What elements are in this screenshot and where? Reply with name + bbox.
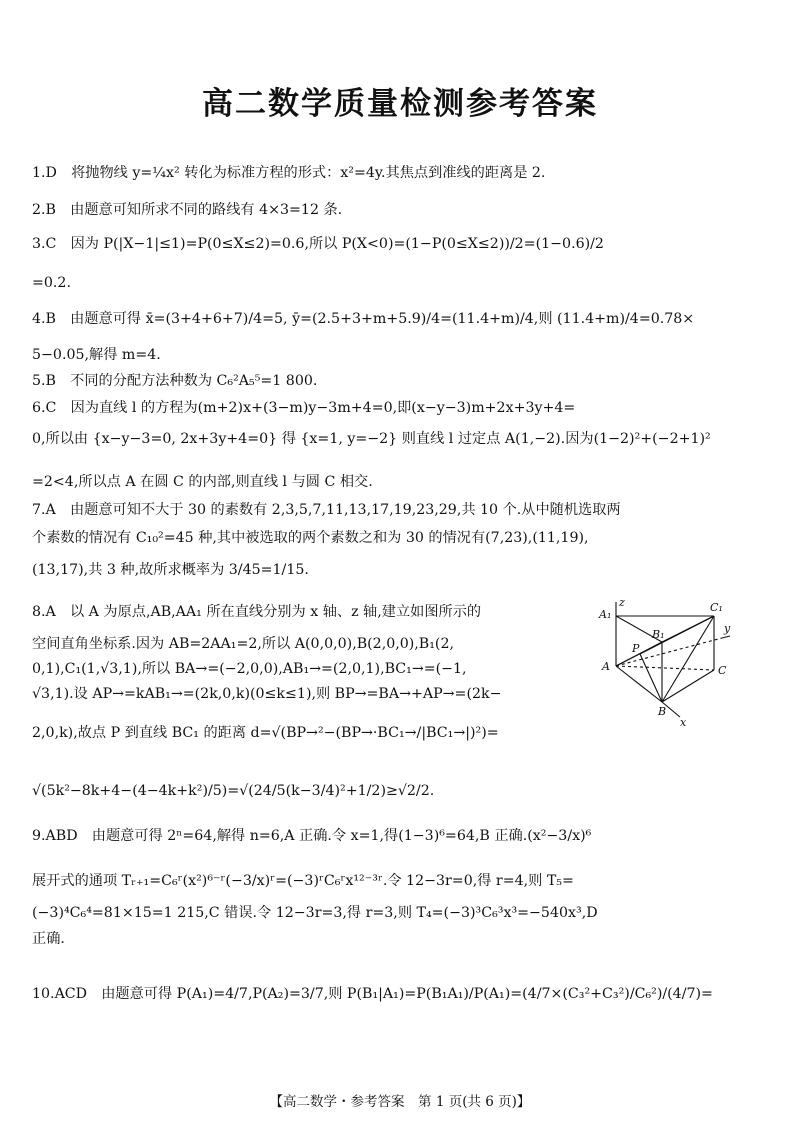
answer-line: 0,1),C₁(1,√3,1),所以 BA→=(−2,0,0),AB₁→=(2,0,1),BC₁→=(−1, — [32, 661, 467, 677]
label-A: A — [602, 660, 610, 673]
answer-line: 2.B 由题意可知所求不同的路线有 4×3=12 条. — [32, 202, 343, 218]
label-P: P — [632, 642, 640, 655]
answer-line: (−3)⁴C₆⁴=81×15=1 215,C 错误.令 12−3r=3,得 r=3,则 T₄=(−3)³C₆³x³=−540x³,D — [32, 905, 598, 921]
answer-line: 展开式的通项 Tᵣ₊₁=C₆ʳ(x²)⁶⁻ʳ(−3/x)ʳ=(−3)ʳC₆ʳx¹²⁻³ʳ.令 12−3r=0,得 r=4,则 T₅= — [32, 873, 574, 889]
label-C: C — [718, 664, 727, 677]
label-B1: B₁ — [652, 628, 665, 641]
label-C1: C₁ — [710, 601, 723, 614]
answer-line: 10.ACD 由题意可得 P(A₁)=4/7,P(A₂)=3/7,则 P(B₁|A₁)=P(B₁A₁)/P(A₁)=(4/7×(C₃²+C₃²)/C₆²)/(4/7)= — [32, 986, 713, 1002]
answer-line: 空间直角坐标系.因为 AB=2AA₁=2,所以 A(0,0,0),B(2,0,0),B₁(2, — [32, 636, 454, 652]
answer-line: 5.B 不同的分配方法种数为 C₆²A₅⁵=1 800. — [32, 373, 318, 389]
page-footer: 【高二数学・参考答案 第 1 页(共 6 页)】 — [269, 1094, 531, 1110]
answer-line: 8.A 以 A 为原点,AB,AA₁ 所在直线分别为 x 轴、z 轴,建立如图所示的 — [32, 604, 482, 620]
answer-line: (13,17),共 3 种,故所求概率为 3/45=1/15. — [32, 562, 309, 578]
answer-line: 正确. — [32, 931, 65, 947]
geometry-figure — [594, 598, 734, 728]
answer-line: √(5k²−8k+4−(4−4k+k²)/5)=√(24/5(k−3/4)²+1/2)≥√2/2. — [32, 783, 435, 799]
answer-line: =2<4,所以点 A 在圆 C 的内部,则直线 l 与圆 C 相交. — [32, 474, 373, 490]
answer-line: 1.D 将抛物线 y=¼x² 转化为标准方程的形式：x²=4y.其焦点到准线的距离是 2. — [32, 165, 546, 181]
answer-line: 个素数的情况有 C₁₀²=45 种,其中被选取的两个素数之和为 30 的情况有(7,23),(11,19), — [32, 530, 589, 546]
answer-line: 9.ABD 由题意可得 2ⁿ=64,解得 n=6,A 正确.令 x=1,得(1−3)⁶=64,B 正确.(x²−3/x)⁶ — [32, 828, 592, 844]
answer-line: √3,1).设 AP→=kAB₁→=(2k,0,k)(0≤k≤1),则 BP→=BA→+AP→=(2k− — [32, 686, 502, 702]
label-x: x — [680, 716, 687, 728]
answer-line: 6.C 因为直线 l 的方程为(m+2)x+(3−m)y−3m+4=0,即(x−y−3)m+2x+3y+4= — [32, 400, 576, 416]
answer-line: 5−0.05,解得 m=4. — [32, 347, 161, 363]
answer-line: =0.2. — [32, 275, 71, 291]
answer-line: 4.B 由题意可得 x̄=(3+4+6+7)/4=5, ȳ=(2.5+3+m+5.9)/4=(11.4+m)/4,则 (11.4+m)/4=0.78× — [32, 311, 695, 327]
label-A1: A₁ — [599, 608, 612, 621]
label-y: y — [724, 622, 731, 635]
answer-line: 3.C 因为 P(|X−1|≤1)=P(0≤X≤2)=0.6,所以 P(X<0)=(1−P(0≤X≤2))/2=(1−0.6)/2 — [32, 236, 604, 252]
answer-line: 7.A 由题意可知不大于 30 的素数有 2,3,5,7,11,13,17,19,23,29,共 10 个.从中随机选取两 — [32, 502, 621, 518]
label-z: z — [619, 598, 625, 609]
answer-line: 0,所以由 {x−y−3=0, 2x+3y+4=0} 得 {x=1, y=−2} 则直线 l 过定点 A(1,−2).因为(1−2)²+(−2+1)² — [32, 431, 711, 447]
answer-line: 2,0,k),故点 P 到直线 BC₁ 的距离 d=√(BP→²−(BP→·BC₁→/|BC₁→|)²)= — [32, 725, 499, 741]
label-B: B — [658, 705, 667, 718]
page-title: 高二数学质量检测参考答案 — [202, 86, 598, 122]
